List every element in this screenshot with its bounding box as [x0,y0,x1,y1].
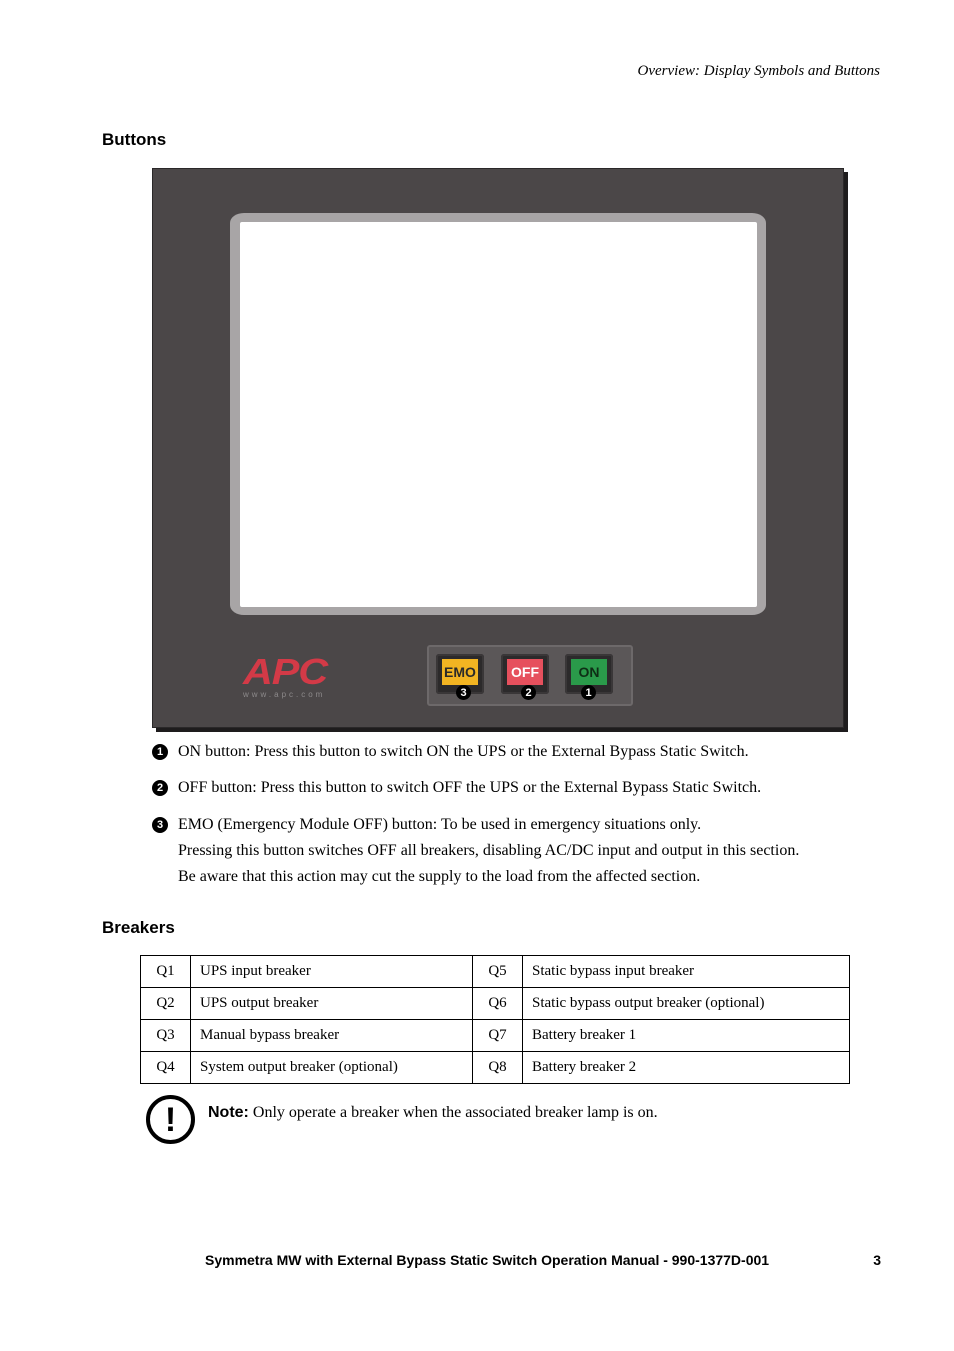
footer-title: Symmetra MW with External Bypass Static Switch Operation Manual - 990-1377D-001 [205,1252,770,1268]
apc-logo [243,651,327,699]
breaker-id: Q8 [473,1052,523,1084]
screen-bezel [230,213,766,615]
note [208,1104,658,1122]
display-panel-figure [152,168,844,728]
bullet-item-on [152,739,749,765]
table-row [141,1020,850,1052]
table-row [141,988,850,1020]
breaker-id: Q7 [473,1020,523,1052]
breaker-id: Q1 [141,956,191,988]
bullet-text: Pressing this button switches OFF all breakers, disabling AC/DC input and output in this section. [178,842,800,859]
buttons-heading: Buttons [102,130,167,149]
breaker-description: Static bypass output breaker (optional) [523,988,850,1020]
logo-url: www.apc.com [243,690,326,699]
off-button-label: OFF [507,659,543,685]
exclamation-icon: ! [146,1095,195,1144]
bullet-text: ON button: Press this button to switch ON the UPS or the External Bypass Static Switch. [178,743,749,760]
breaker-description: Manual bypass breaker [191,1020,473,1052]
table-row [141,1052,850,1084]
breaker-description: Battery breaker 1 [523,1020,850,1052]
breakers-table [140,955,850,1084]
off-button[interactable] [501,654,549,699]
on-button[interactable] [565,654,613,699]
bullet-item-emo [152,812,799,890]
breaker-id: Q5 [473,956,523,988]
breaker-id: Q2 [141,988,191,1020]
marker-2: 2 [152,780,168,796]
page-number: 3 [873,1252,881,1268]
callout-3: 3 [456,685,471,700]
breaker-id: Q3 [141,1020,191,1052]
bullet-item-off [152,775,761,801]
emo-button[interactable] [436,654,484,699]
display-screen [240,222,757,607]
emo-button-label: EMO [442,659,478,685]
callout-2: 2 [521,685,536,700]
on-button-label: ON [571,659,607,685]
breaker-description: System output breaker (optional) [191,1052,473,1084]
button-strip [427,645,633,706]
bullet-text: EMO (Emergency Module OFF) button: To be used in emergency situations only. [178,816,702,833]
marker-3: 3 [152,817,168,833]
breaker-description: UPS input breaker [191,956,473,988]
breaker-description: UPS output breaker [191,988,473,1020]
table-row [141,956,850,988]
marker-1: 1 [152,744,168,760]
note-label: Note: [208,1104,249,1121]
breaker-description: Battery breaker 2 [523,1052,850,1084]
breakers-heading: Breakers [102,918,175,937]
note-text: Only operate a breaker when the associated breaker lamp is on. [252,1104,658,1121]
breaker-id: Q6 [473,988,523,1020]
bullet-text: OFF button: Press this button to switch OFF the UPS or the External Bypass Static Switch. [178,779,762,796]
breaker-description: Static bypass input breaker [523,956,850,988]
bullet-text: Be aware that this action may cut the supply to the load from the affected section. [178,868,701,885]
running-head: Overview: Display Symbols and Buttons [637,63,880,79]
callout-1: 1 [581,685,596,700]
breaker-id: Q4 [141,1052,191,1084]
logo-brand: APC [243,651,327,692]
